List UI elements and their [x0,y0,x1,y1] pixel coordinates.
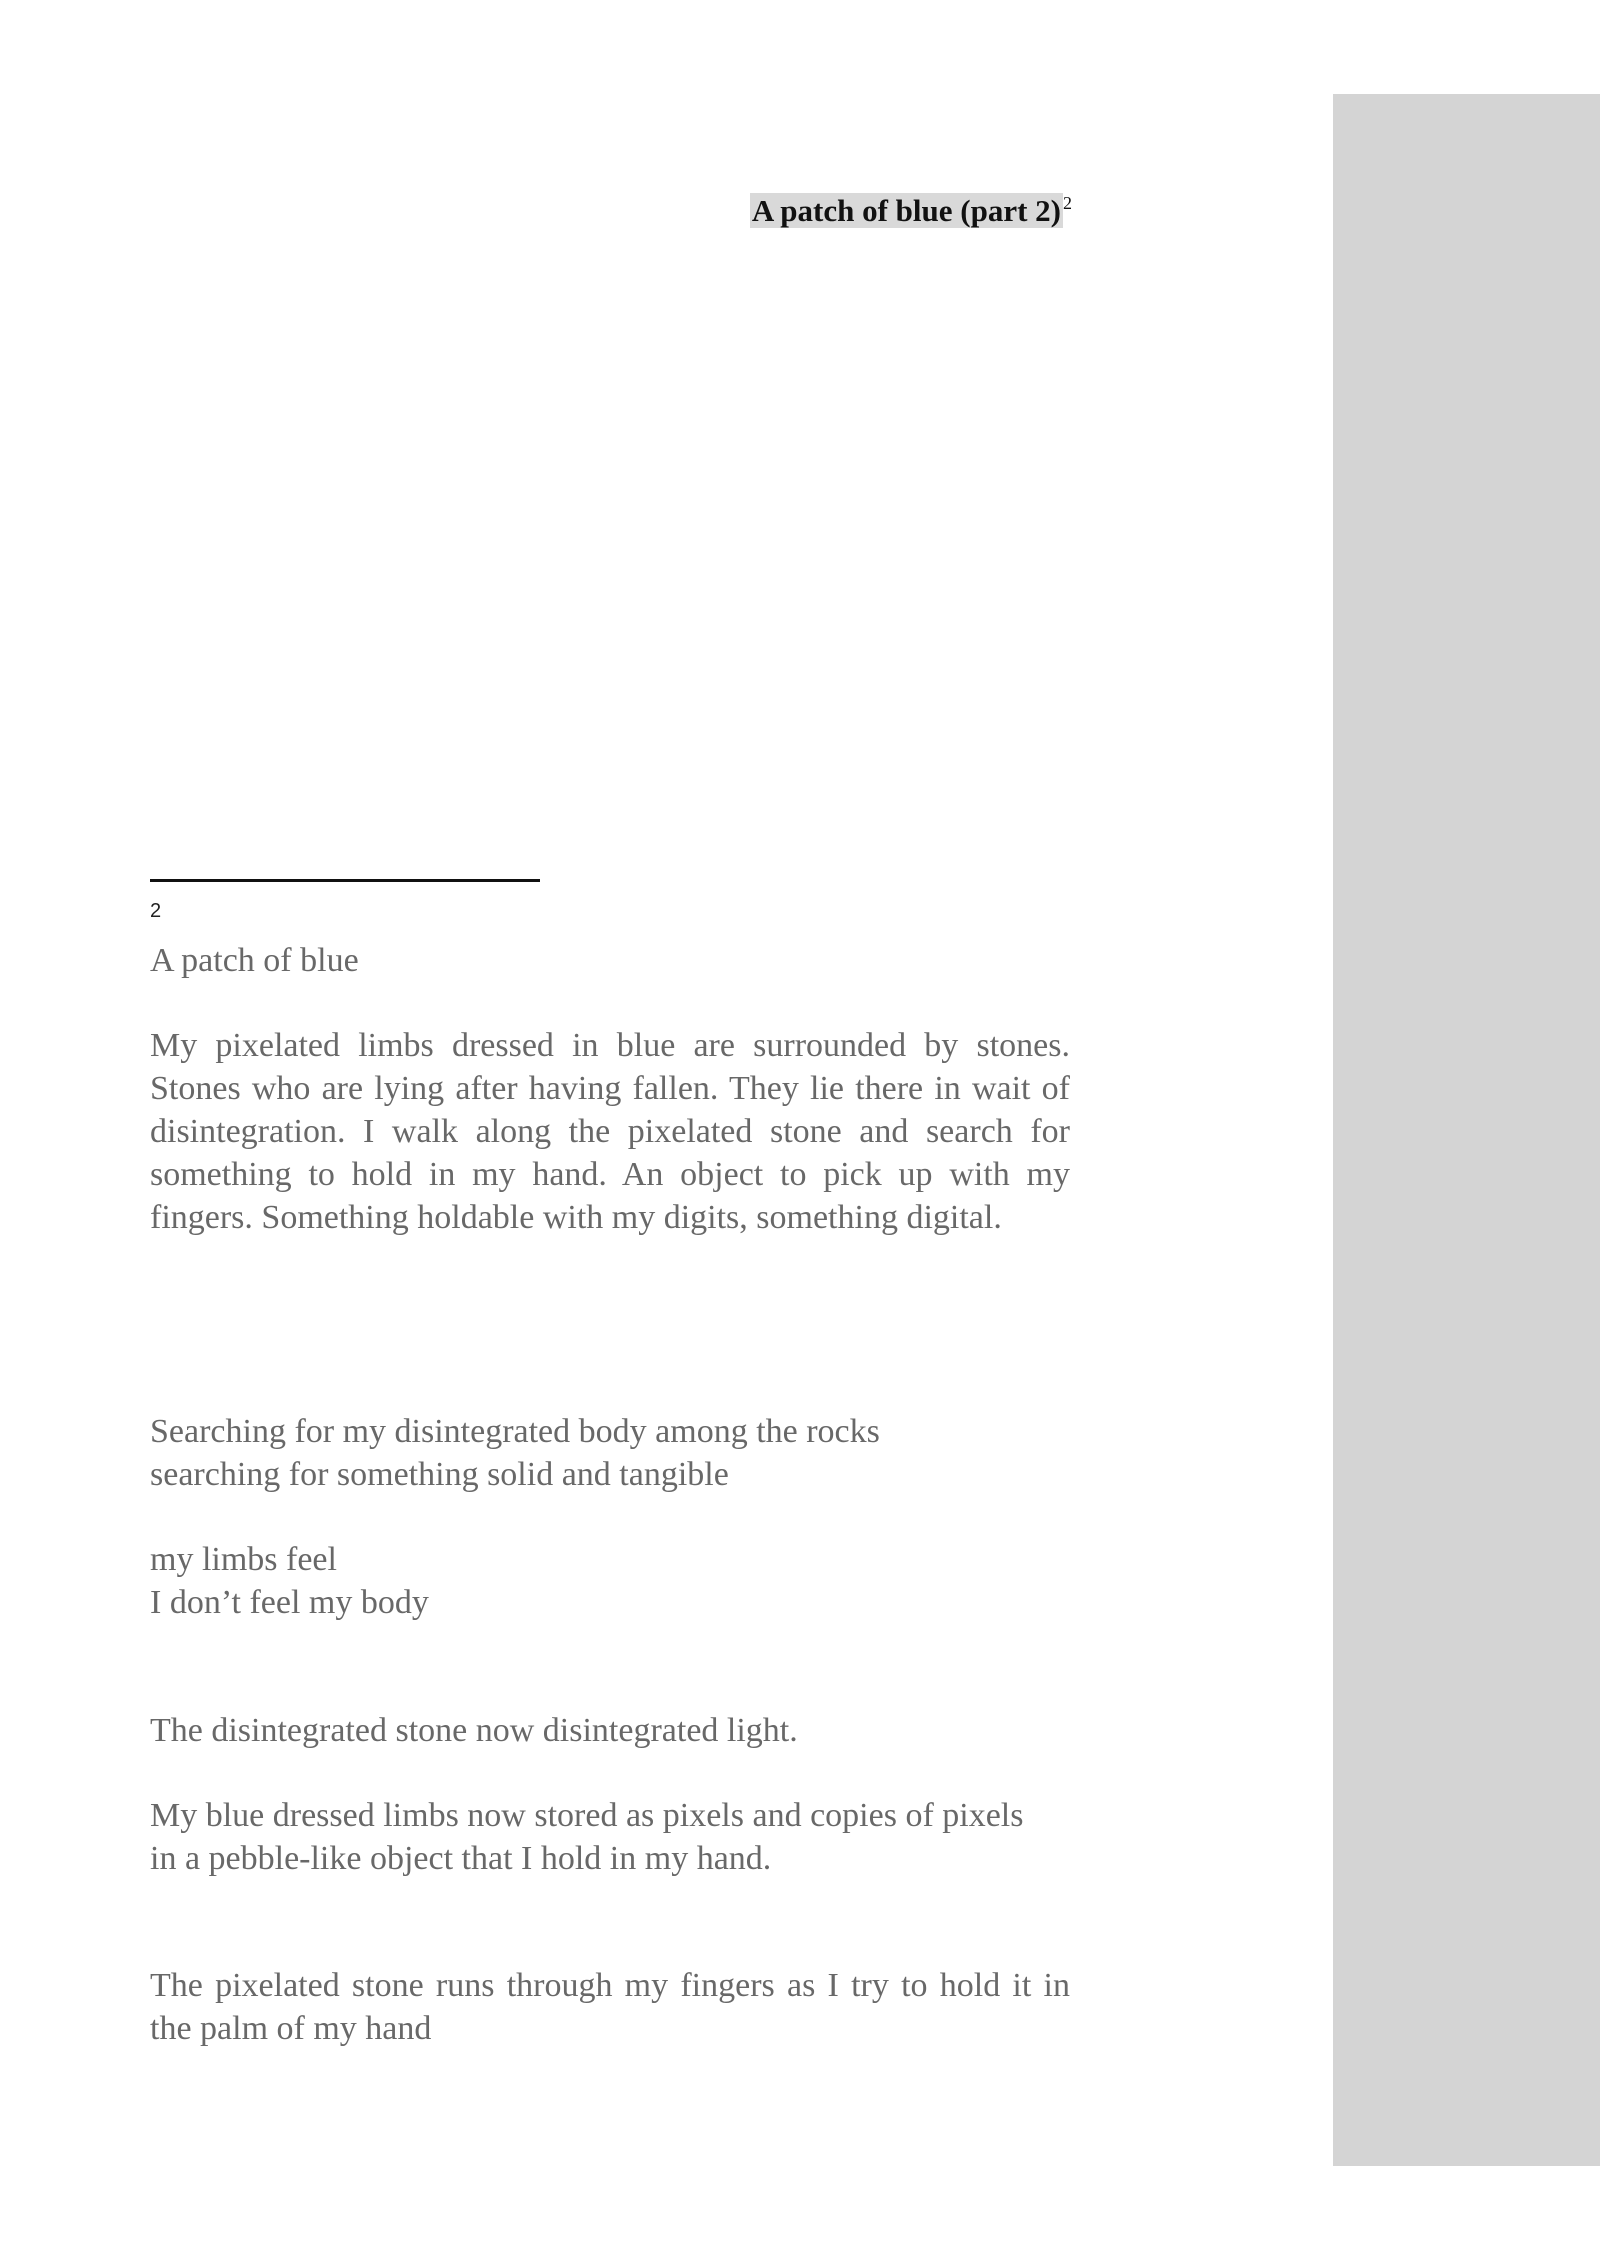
poem-line: I don’t feel my body [150,1584,429,1621]
stanza-4 [150,1794,1023,1880]
footnote-number: 2 [150,900,162,922]
footnote-title: A patch of blue [150,942,359,979]
poem-line: in a pebble-like object that I hold in my hand. [150,1840,772,1877]
footnote-paragraph: My pixelated limbs dressed in blue are surrounded by stones. Stones who are lying after having fallen. They lie there in wait of disintegration. I walk along the pixelated stone and search for something to hold in my hand. An object to pick up with my fingers. Something holdable with my digits, something digital. [150,1027,1070,1236]
heading-footnote-marker[interactable]: 2 [1063,193,1072,213]
page-heading [750,191,1072,231]
footnote-separator [150,879,540,882]
heading-text: A patch of blue (part 2) [751,193,1061,228]
stanza-3 [150,1709,798,1752]
poem-line: The disintegrated stone now disintegrated light. [150,1712,798,1749]
stanza-2 [150,1538,429,1624]
poem-line: my limbs feel [150,1541,337,1578]
gray-sidebar-panel [1333,94,1600,2166]
poem-line: Searching for my disintegrated body among the rocks [150,1413,880,1450]
closing-paragraph: The pixelated stone runs through my fingers as I try to hold it in the palm of my hand [150,1967,1070,2047]
stanza-1 [150,1410,880,1496]
poem-line: My blue dressed limbs now stored as pixels and copies of pixels [150,1797,1024,1834]
poem-line: searching for something solid and tangible [150,1456,729,1493]
